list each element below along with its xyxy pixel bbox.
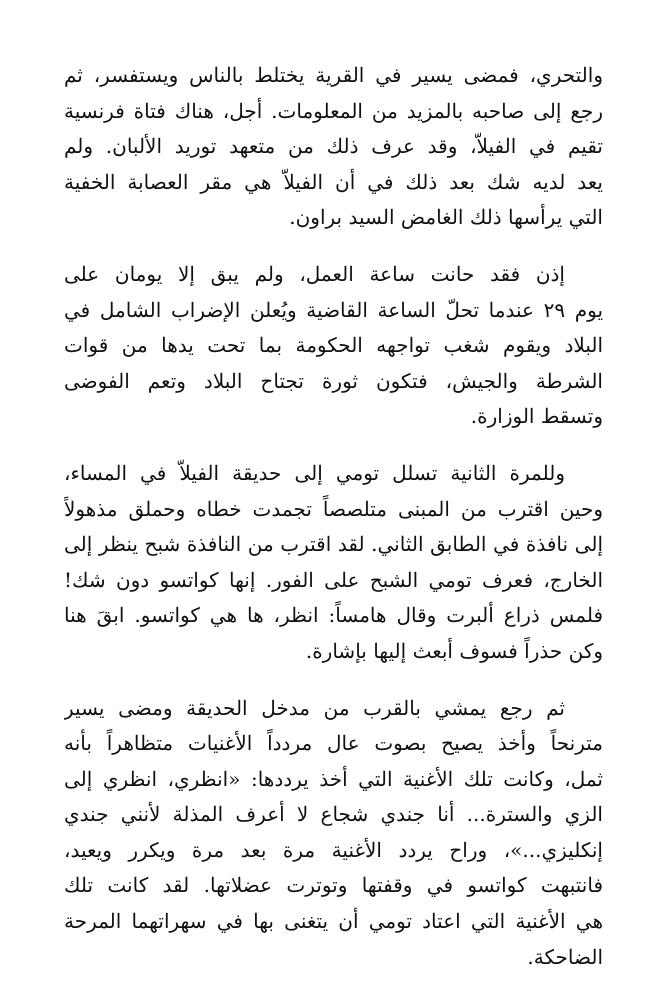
text-line: يعد لديه شك بعد ذلك في أن الفيلاّ هي مقر العصابة الخفية [64, 169, 603, 194]
body-text [64, 58, 603, 996]
paragraph [64, 257, 603, 435]
paragraph [64, 58, 603, 236]
text-line: والتحري، فمضى يسير في القرية يختلط بالناس ويستفسر، ثم [64, 63, 603, 87]
paragraph [64, 456, 603, 670]
text-line: ثمل، وكانت تلك الأغنية التي أخذ يرددها: «انظري، انظري إلى [64, 766, 603, 791]
text-line: البلاد ويقوم شغب تواجهه الحكومة بما تحت يدها من قوات [64, 333, 603, 358]
paragraph [64, 691, 603, 976]
text-line: ثم رجع يمشي بالقرب من مدخل الحديقة ومضى يسير [64, 695, 565, 720]
text-line: فلمس ذراع ألبرت وقال هامساً: انظر، ها هي كواتسو. ابقَ هنا [64, 603, 603, 628]
text-line: الشرطة والجيش، فتكون ثورة تجتاح البلاد وتعم الفوضى [64, 368, 603, 393]
text-line: مترنحاً وأخذ يصيح بصوت عال مردداً الأغنيات متظاهراً بأنه [64, 731, 603, 756]
text-line: الضاحكة. [527, 944, 603, 969]
text-line: الخارج، فعرف تومي الشبح على الفور. إنها كواتسو دون شك! [64, 567, 603, 592]
text-line: وللمرة الثانية تسلل تومي إلى حديقة الفيلاّ في المساء، [64, 460, 565, 485]
text-line: وكن حذراً فسوف أبعث إليها بإشارة. [305, 638, 603, 663]
text-line: إلى نافذة في الطابق الثاني. لقد اقترب من النافذة شبح ينظر إلى [64, 532, 603, 557]
text-line: يوم ٢٩ عندما تحلّ الساعة القاضية ويُعلن الإضراب الشامل في [64, 297, 603, 322]
text-line: رجع إلى صاحبه بالمزيد من المعلومات. أجل، هناك فتاة فرنسية [64, 98, 603, 123]
text-line: وحين اقترب من المبنى متلصصاً تجمدت خطاه وحملق مذهولاً [64, 496, 603, 521]
text-line: فانتبهت كواتسو في وقفتها وتوترت عضلاتها. لقد كانت تلك [64, 873, 603, 898]
text-line: إنكليزي...»، وراح يردد الأغنية مرة بعد مرة ويكرر ويعيد، [64, 837, 603, 862]
text-line: التي يرأسها ذلك الغامض السيد براون. [289, 205, 603, 230]
text-line: الزي والسترة... أنا جندي شجاع لا أعرف المذلة لأنني جندي [64, 802, 603, 827]
text-line: إذن فقد حانت ساعة العمل، ولم يبق إلا يومان على [64, 261, 565, 286]
text-line: تقيم في الفيلاّ، وقد عرف ذلك من متعهد توريد الألبان. ولم [64, 134, 603, 159]
text-line: وتسقط الوزارة. [470, 404, 603, 429]
text-line: هي الأغنية التي اعتاد تومي أن يتغنى بها في سهراتهما المرحة [64, 909, 603, 934]
